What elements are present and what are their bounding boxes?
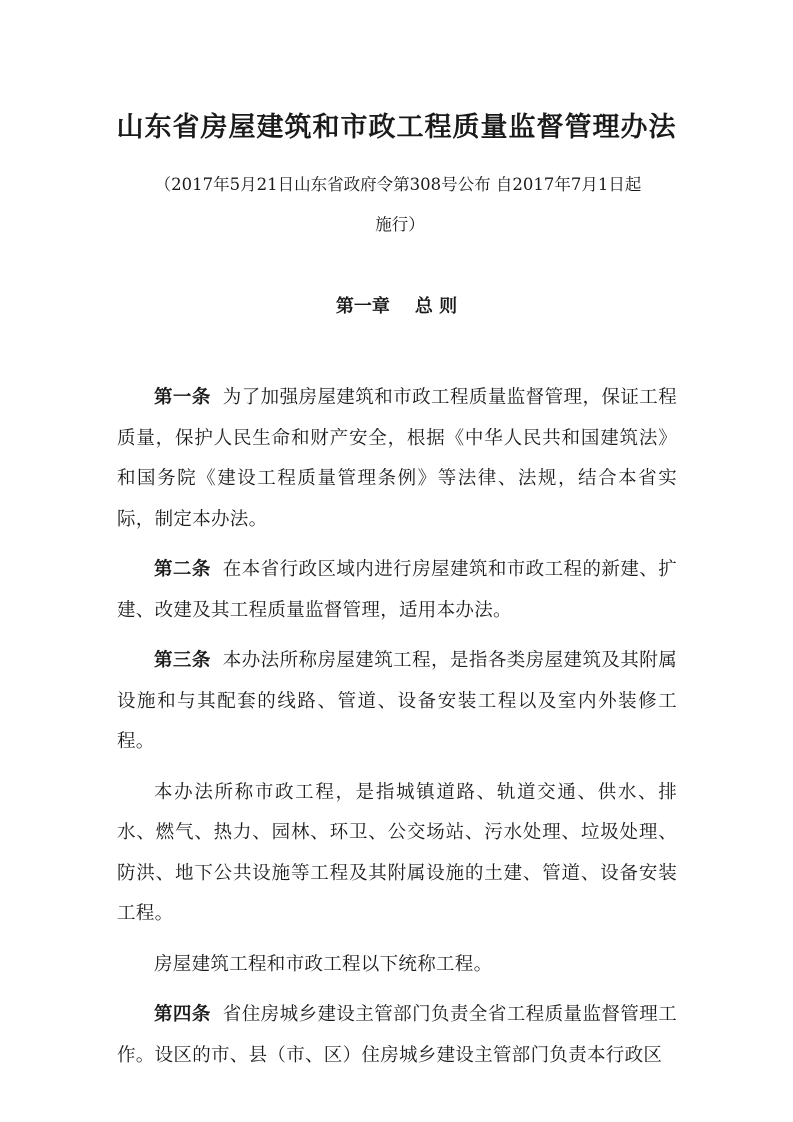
article-text: 本办法所称房屋建筑工程，是指各类房屋建筑及其附属设施和与其配套的线路、管道、设备安装工程以及室内外装修工程。 xyxy=(117,650,677,752)
article-label: 第二条 xyxy=(154,559,211,580)
article-3-paragraph-3 xyxy=(117,945,677,986)
subtitle-line-1: （2017年5月21日山东省政府令第308号公布 自2017年7月1日起 xyxy=(154,175,642,194)
article-label: 第四条 xyxy=(154,1004,211,1025)
document-body xyxy=(117,378,677,1086)
article-text: 为了加强房屋建筑和市政工程质量监督管理，保证工程质量，保护人民生命和财产安全，根据《中华人民共和国建筑法》和国务院《建设工程质量管理条例》等法律、法规，结合本省实际，制定本办法。 xyxy=(117,387,677,530)
article-text: 本办法所称市政工程，是指城镇道路、轨道交通、供水、排水、燃气、热力、园林、环卫、公交场站、污水处理、垃圾处理、防洪、地下公共设施等工程及其附属设施的土建、管道、设备安装工程。 xyxy=(117,781,677,924)
article-label: 第三条 xyxy=(154,650,211,671)
article-text: 在本省行政区域内进行房屋建筑和市政工程的新建、扩建、改建及其工程质量监督管理，适用本办法。 xyxy=(117,559,677,621)
article-2 xyxy=(117,550,677,631)
document-subtitle xyxy=(118,165,678,245)
article-3-paragraph-2 xyxy=(117,773,677,935)
article-text: 房屋建筑工程和市政工程以下统称工程。 xyxy=(154,953,493,975)
article-3 xyxy=(117,641,677,763)
article-4 xyxy=(117,995,677,1076)
chapter-heading: 第一章 总 则 xyxy=(335,296,458,317)
article-label: 第一条 xyxy=(154,387,211,408)
subtitle-line-2: 施行） xyxy=(375,215,425,234)
document-title: 山东省房屋建筑和市政工程质量监督管理办法 xyxy=(116,112,677,143)
article-text: 省住房城乡建设主管部门负责全省工程质量监督管理工作。设区的市、县（市、区）住房城乡建设主管部门负责本行政区 xyxy=(117,1004,677,1066)
article-1 xyxy=(117,378,677,540)
